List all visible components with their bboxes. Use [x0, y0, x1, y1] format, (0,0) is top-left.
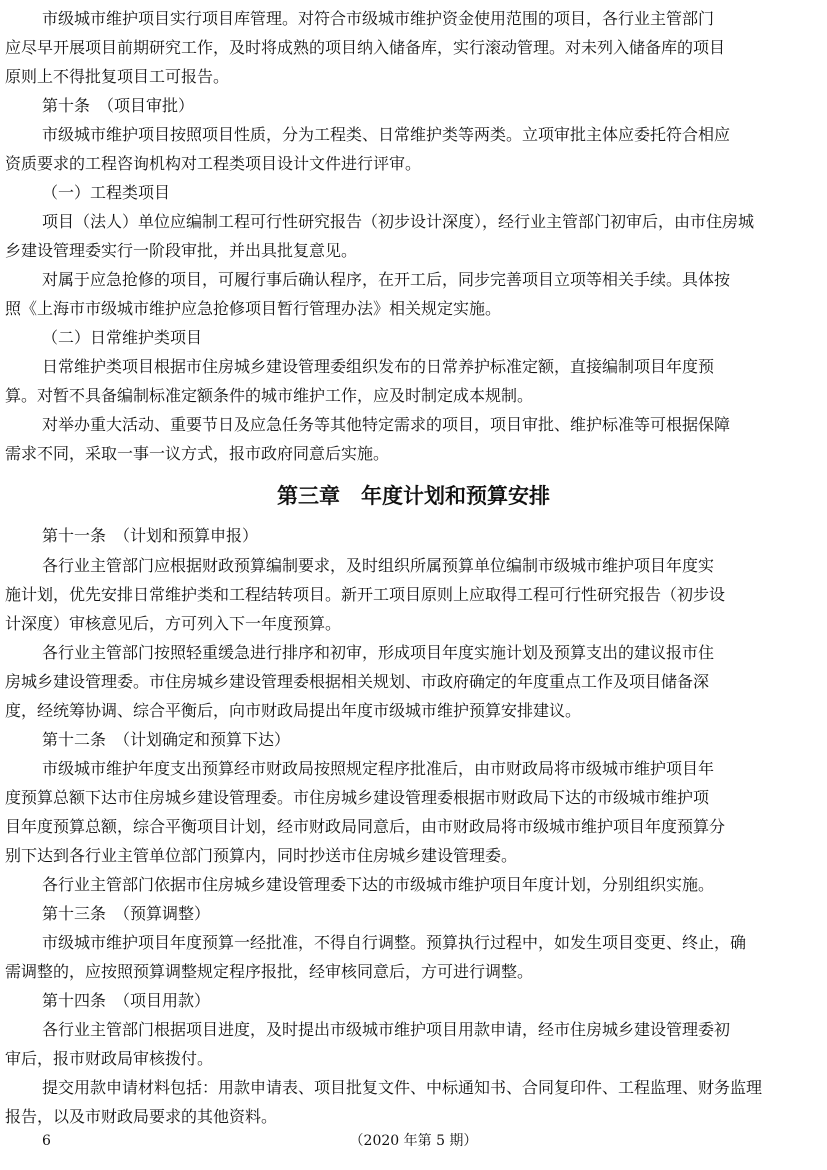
- text-line: 第十四条 （项目用款）: [42, 991, 211, 1010]
- text-line: 应尽早开展项目前期研究工作，及时将成熟的项目纳入储备库，实行滚动管理。对未列入储备库的项目: [5, 38, 726, 57]
- text-line: 市级城市维护项目年度预算一经批准，不得自行调整。预算执行过程中，如发生项目变更、终止，确: [42, 933, 747, 952]
- text-line: 报告，以及市财政局要求的其他资料。: [5, 1107, 278, 1126]
- text-line: 各行业主管部门应根据财政预算编制要求，及时组织所属预算单位编制市级城市维护项目年度实: [42, 556, 715, 575]
- text-line: 第十三条 （预算调整）: [42, 904, 211, 923]
- text-line: 对举办重大活动、重要节日及应急任务等其他特定需求的项目，项目审批、维护标准等可根据保障: [42, 415, 731, 434]
- text-line: 别下达到各行业主管单位部门预算内，同时抄送市住房城乡建设管理委。: [5, 846, 518, 865]
- text-line: 提交用款申请材料包括：用款申请表、项目批复文件、中标通知书、合同复印件、工程监理、财务监理: [42, 1078, 763, 1097]
- text-line: 需调整的，应按照预算调整规定程序报批，经审核同意后，方可进行调整。: [5, 962, 534, 981]
- text-line: 日常维护类项目根据市住房城乡建设管理委组织发布的日常养护标准定额，直接编制项目年度预: [42, 357, 715, 376]
- text-line: 对属于应急抢修的项目，可履行事后确认程序，在开工后，同步完善项目立项等相关手续。具体按: [42, 270, 731, 289]
- chapter-heading: 第三章 年度计划和预算安排: [277, 484, 550, 508]
- text-line: 算。对暂不具备编制标准定额条件的城市维护工作，应及时制定成本规制。: [5, 386, 534, 405]
- text-line: （一）工程类项目: [42, 183, 171, 202]
- text-line: 第十条 （项目审批）: [42, 96, 195, 115]
- text-line: 目年度预算总额，综合平衡项目计划，经市财政局同意后，由市财政局将市级城市维护项目年度预算分: [5, 817, 726, 836]
- text-line: 审后，报市财政局审核拨付。: [5, 1049, 214, 1068]
- text-line: 第十一条 （计划和预算申报）: [42, 526, 259, 545]
- text-line: 各行业主管部门依据市住房城乡建设管理委下达的市级城市维护项目年度计划，分别组织实施。: [42, 875, 715, 894]
- text-line: 第十二条 （计划确定和预算下达）: [42, 730, 291, 749]
- text-line: 市级城市维护年度支出预算经市财政局按照规定程序批准后，由市财政局将市级城市维护项目年: [42, 759, 715, 778]
- text-line: 需求不同，采取一事一议方式，报市政府同意后实施。: [5, 444, 390, 463]
- text-line: 项目（法人）单位应编制工程可行性研究报告（初步设计深度），经行业主管部门初审后，由市住房城: [42, 212, 755, 231]
- page-number: 6: [42, 1133, 51, 1149]
- text-line: 资质要求的工程咨询机构对工程类项目设计文件进行评审。: [5, 154, 422, 173]
- text-line: 原则上不得批复项目工可报告。: [5, 67, 230, 86]
- text-line: 乡建设管理委实行一阶段审批，并出具批复意见。: [5, 241, 358, 260]
- text-line: 市级城市维护项目按照项目性质，分为工程类、日常维护类等两类。立项审批主体应委托符合相应: [42, 125, 731, 144]
- text-line: 各行业主管部门根据项目进度，及时提出市级城市维护项目用款申请，经市住房城乡建设管理委初: [42, 1020, 731, 1039]
- text-line: 照《上海市市级城市维护应急抢修项目暂行管理办法》相关规定实施。: [5, 299, 502, 318]
- text-line: 市级城市维护项目实行项目库管理。对符合市级城市维护资金使用范围的项目，各行业主管部门: [42, 9, 715, 28]
- text-line: 度，经统筹协调、综合平衡后，向市财政局提出年度市级城市维护预算安排建议。: [5, 701, 582, 720]
- issue-label: （2020 年第 5 期）: [349, 1133, 478, 1149]
- text-line: （二）日常维护类项目: [42, 328, 203, 347]
- text-line: 各行业主管部门按照轻重缓急进行排序和初审，形成项目年度实施计划及预算支出的建议报市住: [42, 643, 715, 662]
- text-line: 度预算总额下达市住房城乡建设管理委。市住房城乡建设管理委根据市财政局下达的市级城市维护项: [5, 788, 710, 807]
- text-line: 房城乡建设管理委。市住房城乡建设管理委根据相关规划、市政府确定的年度重点工作及项目储备深: [5, 672, 710, 691]
- text-line: 计深度）审核意见后，方可列入下一年度预算。: [5, 614, 342, 633]
- text-line: 施计划，优先安排日常维护类和工程结转项目。新开工项目原则上应取得工程可行性研究报告（初步设: [5, 585, 726, 604]
